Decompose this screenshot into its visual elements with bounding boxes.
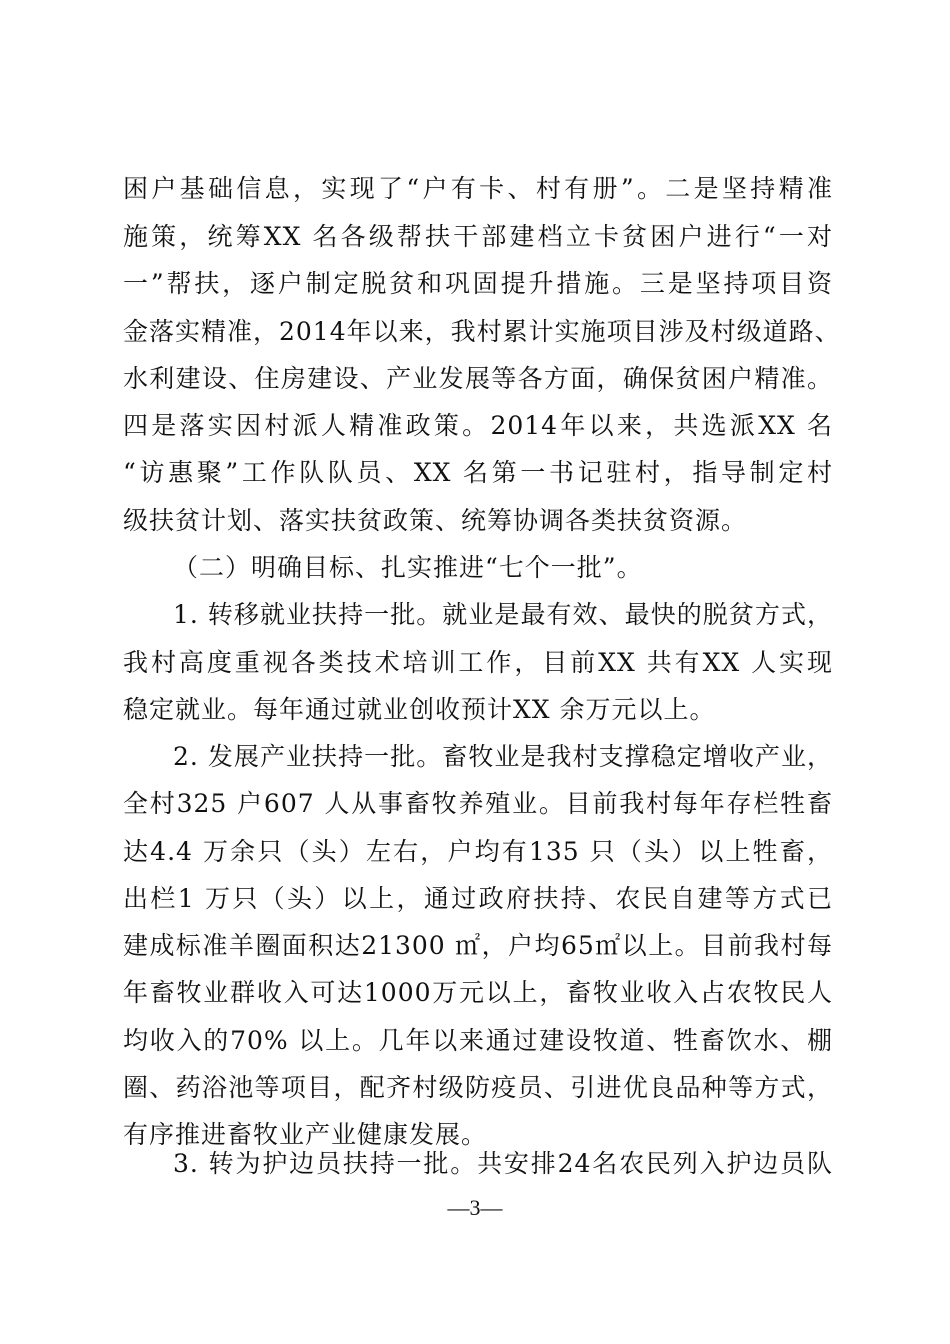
text-line: 施策，统筹XX 名各级帮扶干部建档立卡贫困户进行“一对 <box>123 222 833 251</box>
page-number: —3— <box>447 1195 503 1220</box>
text-line: 困户基础信息，实现了“户有卡、村有册”。二是坚持精准 <box>123 174 833 203</box>
text-line: 金落实精准，2014年以来，我村累计实施项目涉及村级道路、 <box>123 317 841 346</box>
text-line: 达4.4 万余只（头）左右，户均有135 只（头）以上牲畜， <box>123 837 833 866</box>
text-line: 水利建设、住房建设、产业发展等各方面，确保贫困户精准。 <box>123 364 833 393</box>
text-line: 我村高度重视各类技术培训工作，目前XX 共有XX 人实现 <box>123 648 833 677</box>
text-line: 全村325 户607 人从事畜牧养殖业。目前我村每年存栏牲畜 <box>123 789 833 818</box>
text-line: 四是落实因村派人精准政策。2014年以来，共选派XX 名 <box>123 411 833 440</box>
text-line: 一”帮扶，逐户制定脱贫和巩固提升措施。三是坚持项目资 <box>123 269 833 298</box>
text-line: 建成标准羊圈面积达21300 ㎡，户均65㎡以上。目前我村每 <box>123 931 833 960</box>
text-line: 稳定就业。每年通过就业创收预计XX 余万元以上。 <box>123 695 716 724</box>
text-line: 年畜牧业群收入可达1000万元以上，畜牧业收入占农牧民人 <box>123 978 833 1007</box>
text-line: “访惠聚”工作队队员、XX 名第一书记驻村，指导制定村 <box>123 458 833 487</box>
text-line: 均收入的70% 以上。几年以来通过建设牧道、牲畜饮水、棚 <box>123 1026 833 1055</box>
text-line: 有序推进畜牧业产业健康发展。 <box>123 1120 488 1149</box>
paragraph-start-line: 1. 转移就业扶持一批。就业是最有效、最快的脱贫方式， <box>173 600 833 629</box>
paragraph-start-line: 3. 转为护边员扶持一批。共安排24名农民列入护边员队 <box>173 1149 833 1178</box>
paragraph-start-line: 2. 发展产业扶持一批。畜牧业是我村支撑稳定增收产业， <box>173 742 833 771</box>
text-line: 级扶贫计划、落实扶贫政策、统筹协调各类扶贫资源。 <box>123 506 748 535</box>
text-line: 圈、药浴池等项目，配齐村级防疫员、引进优良品种等方式， <box>123 1073 833 1102</box>
section-heading: （二）明确目标、扎实推进“七个一批”。 <box>173 553 643 582</box>
text-line: 出栏1 万只（头）以上，通过政府扶持、农民自建等方式已 <box>123 884 833 913</box>
